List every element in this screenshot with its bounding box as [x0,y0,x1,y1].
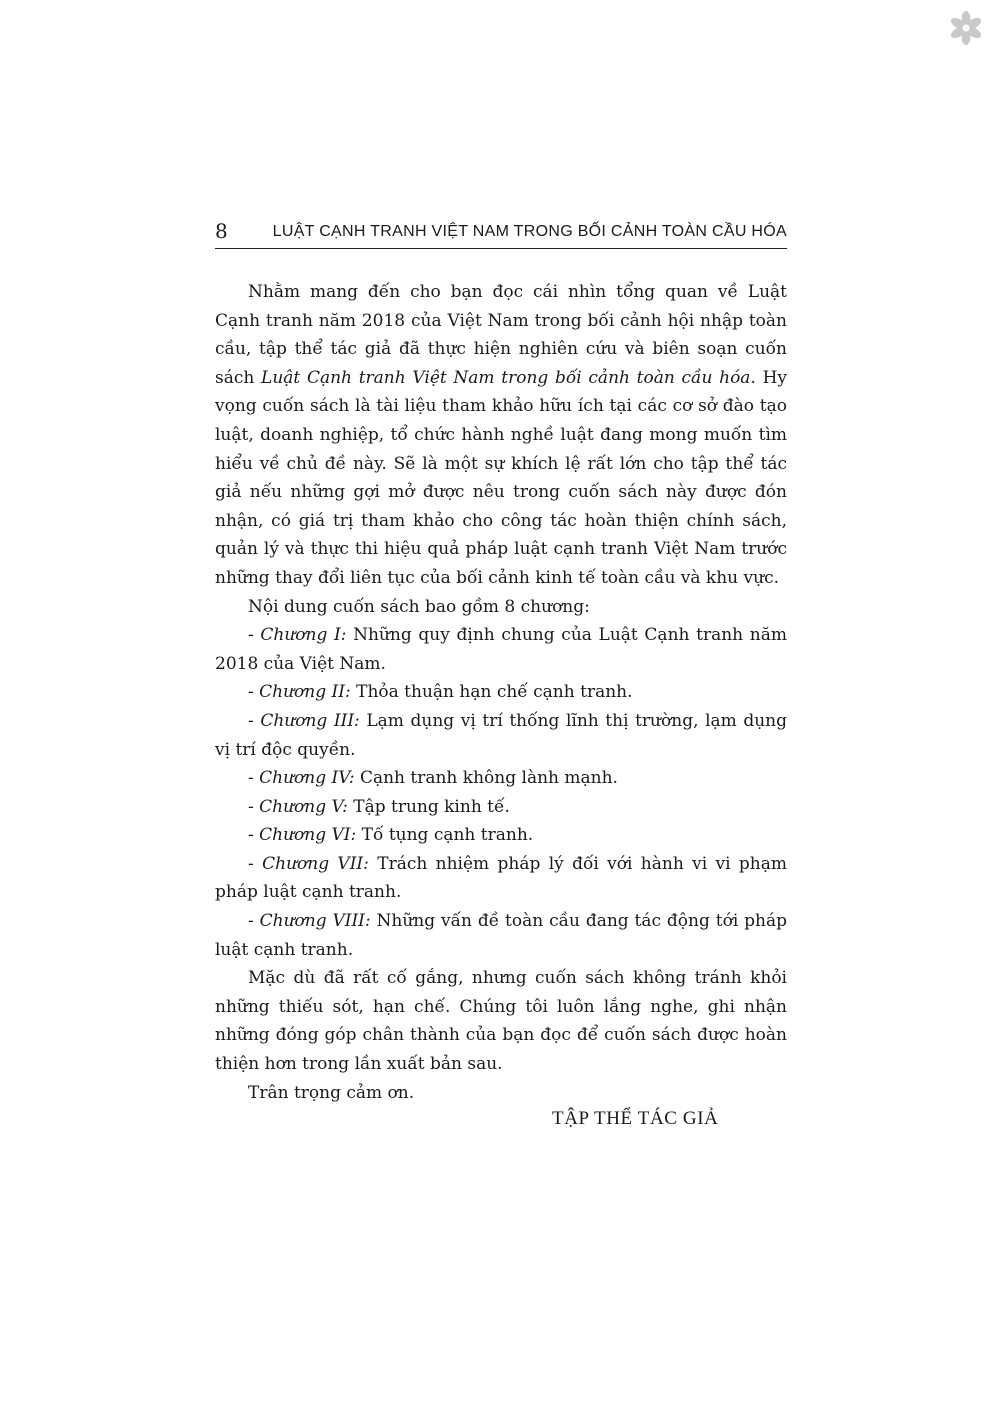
contents-intro: Nội dung cuốn sách bao gồm 8 chương: [248,596,590,617]
chapter-item [215,793,787,822]
chapter-text: Lạm dụng vị trí thống lĩnh thị trường, lạm dụng vị trí độc quyền. [215,710,788,760]
intro-paragraph [215,278,787,593]
chapter-text: Những quy định chung của Luật Cạnh tranh năm 2018 của Việt Nam. [215,625,787,674]
chapter-item [215,678,787,707]
chapter-item [215,821,787,850]
chapter-text: Thỏa thuận hạn chế cạnh tranh. [350,682,633,703]
list-dash: - [248,768,260,789]
chapter-item [215,707,787,764]
list-dash: - [248,710,261,731]
author-signature: TẬP THỂ TÁC GIẢ [552,1108,719,1129]
thanks-line: Trân trọng cảm ơn. [248,1082,415,1103]
chapter-label: Chương III: [260,710,360,731]
flower-logo-icon [948,10,984,46]
chapter-label: Chương VIII: [259,911,371,932]
chapter-text: Tập trung kinh tế. [347,796,510,817]
chapter-label: Chương V: [259,796,348,817]
chapter-item [215,850,787,907]
chapter-label: Chương VII: [262,853,369,874]
chapter-label: Chương IV: [259,768,355,789]
closing-paragraph: Mặc dù đã rất cố gắng, nhưng cuốn sách không tránh khỏi những thiếu sót, hạn chế. Chúng tôi luôn lắng nghe, ghi nhận những đóng góp chân thành của bạn đọc để cuốn sách được hoàn thiện hơn trong lần xuất bản sau. [215,968,787,1075]
list-dash: - [248,825,260,846]
list-dash: - [248,625,261,646]
body-text [215,278,787,1107]
chapter-label: Chương I: [260,625,347,646]
chapter-text: Tố tụng cạnh tranh. [356,825,534,846]
page-number: 8 [215,219,228,243]
chapter-text: Cạnh tranh không lành mạnh. [354,768,618,789]
running-title: LUẬT CẠNH TRANH VIỆT NAM TRONG BỐI CẢNH TOÀN CẦU HÓA [272,223,787,240]
list-dash: - [248,682,260,703]
chapter-text: Những vấn đề toàn cầu đang tác động tới pháp luật cạnh tranh. [215,911,787,960]
chapter-item [215,621,787,678]
running-header [215,218,787,249]
list-dash: - [248,911,260,932]
intro-text-1: Nhằm mang đến cho bạn đọc cái nhìn tổng quan về Luật Cạnh tranh năm 2018 của Việt Nam trong bối cảnh hội nhập toàn cầu, tập thể tác giả đã thực hiện nghiên cứu và biên soạn cuốn sách [215,282,787,388]
book-title: Luật Cạnh tranh Việt Nam trong bối cảnh toàn cầu hóa [261,367,751,388]
chapter-label: Chương II: [259,682,351,703]
chapter-label: Chương VI: [259,825,357,846]
intro-text-2: . Hy vọng cuốn sách là tài liệu tham khảo hữu ích tại các cơ sở đào tạo luật, doanh nghiệp, tổ chức hành nghề luật đang mong muốn tìm hiểu về chủ đề này. Sẽ là một sự khích lệ rất lớn cho tập thể tác giả nếu những gợi mở được nêu trong cuốn sách này được đón nhận, có giá trị tham khảo cho công tác hoàn thiện chính sách, quản lý và thực thi hiệu quả pháp luật cạnh tranh Việt Nam trước những thay đổi liên tục của bối cảnh kinh tế toàn cầu và khu vực. [215,367,787,588]
list-dash: - [248,853,263,874]
chapter-item [215,907,787,964]
chapter-item [215,764,787,793]
chapter-text: Trách nhiệm pháp lý đối với hành vi vi phạm pháp luật cạnh tranh. [215,853,788,903]
list-dash: - [248,796,260,817]
